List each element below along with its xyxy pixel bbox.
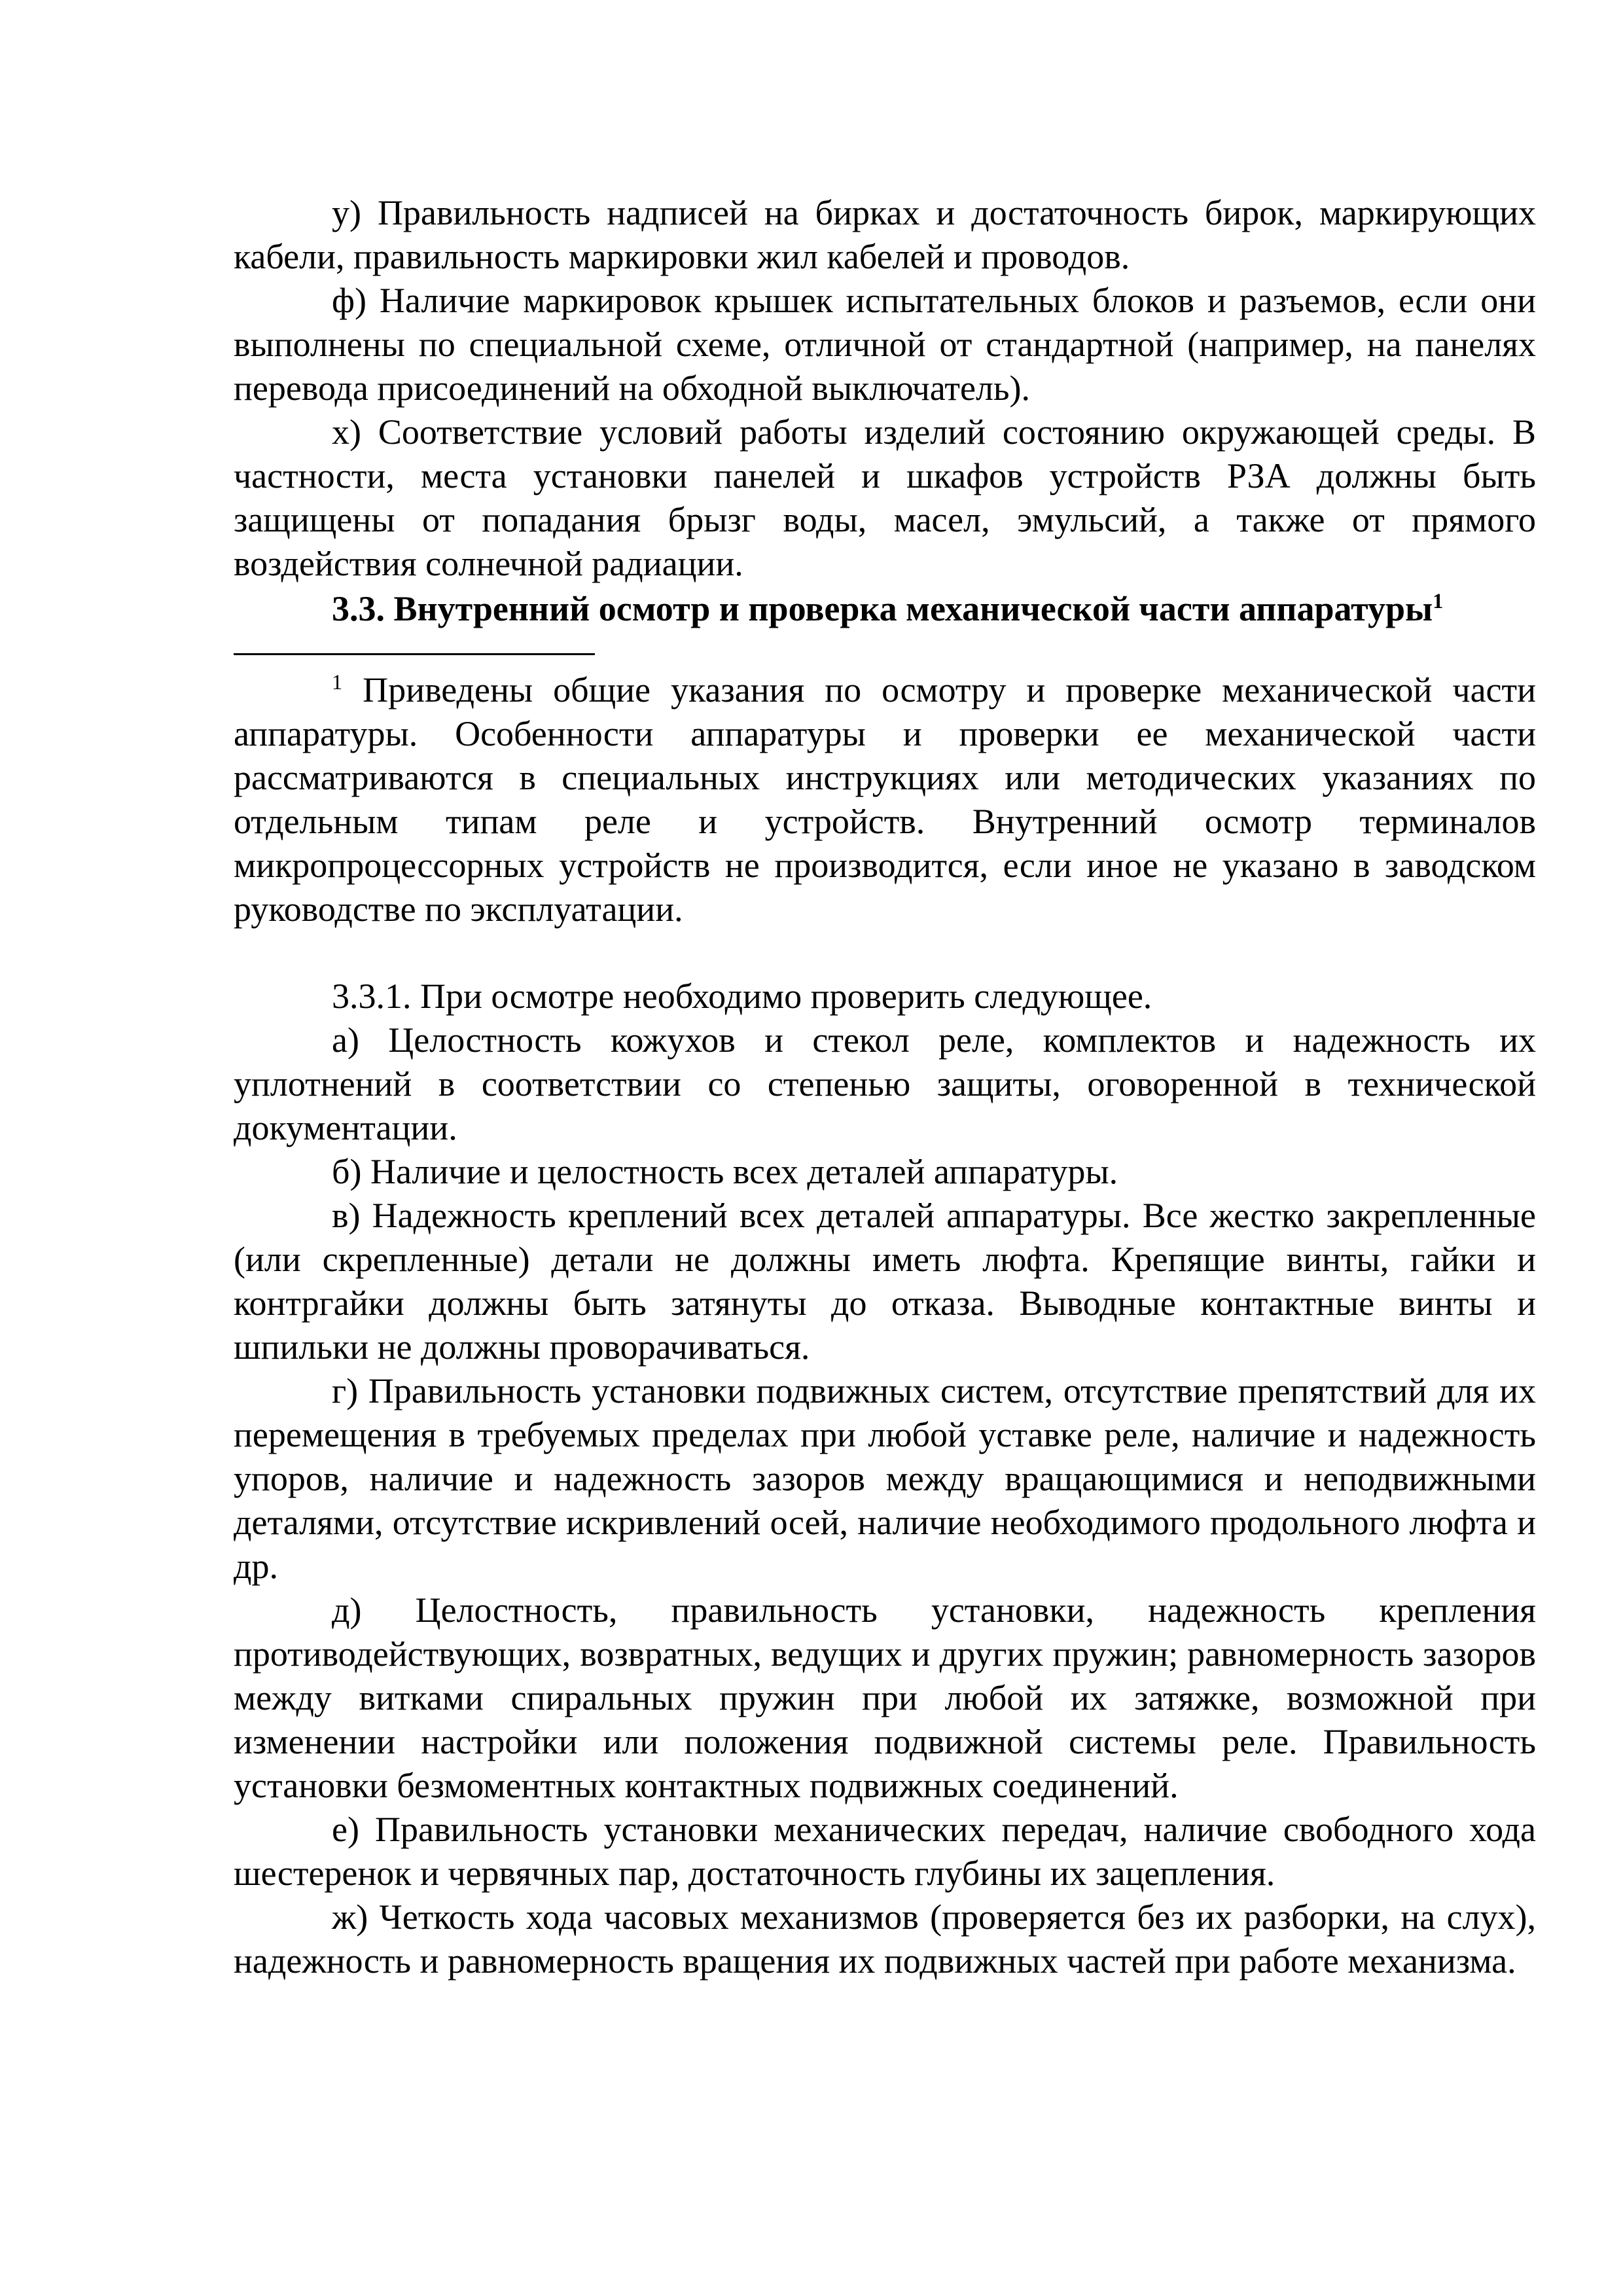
paragraph-a: а) Целостность кожухов и стекол реле, комплектов и надежность их уплотнений в соответствии со степенью защиты, оговоренной в технической документации. xyxy=(234,1020,1536,1147)
paragraph-zh: ж) Четкость хода часовых механизмов (проверяется без их разборки, на слух), надежность и равномерность вращения их подвижных частей при работе механизма. xyxy=(234,1897,1536,1981)
section-heading xyxy=(234,587,1536,631)
footnote-mark: 1 xyxy=(332,671,343,694)
paragraph-kh: х) Соответствие условий работы изделий состоянию окружающей среды. В частности, места установки панелей и шкафов устройств РЗА должны быть защищены от попадания брызг воды, масел, эмульсий, а также от прямого воздействия солнечной радиации. xyxy=(234,412,1536,583)
paragraph-f: ф) Наличие маркировок крышек испытательных блоков и разъемов, если они выполнены по специальной схеме, отличной от стандартной (например, на панелях перевода присоединений на обходной выключатель). xyxy=(234,281,1536,408)
paragraph-g: г) Правильность установки подвижных систем, отсутствие препятствий для их перемещения в требуемых пределах при любой уставке реле, наличие и надежность упоров, наличие и надежность зазоров между вращающимися и неподвижными деталями, отсутствие искривлений осей, наличие необходимого продольного люфта и др. xyxy=(234,1371,1536,1586)
footnote-separator xyxy=(234,653,595,655)
paragraph-v: в) Надежность креплений всех деталей аппаратуры. Все жестко закрепленные (или скрепленные) детали не должны иметь люфта. Крепящие винты, гайки и контргайки должны быть затянуты до отказа. Выводные контактные винты и шпильки не должны проворачиваться. xyxy=(234,1196,1536,1367)
footnote-text: Приведены общие указания по осмотру и проверке механической части аппаратуры. Особенности аппаратуры и проверки ее механической части рассматриваются в специальных инструкциях или методических указаниях по отдельным типам реле и устройств. Внутренний осмотр терминалов микропроцессорных устройств не производится, если иное не указано в заводском руководстве по эксплуатации. xyxy=(234,670,1536,929)
paragraph-3-3-1: 3.3.1. При осмотре необходимо проверить следующее. xyxy=(332,977,1152,1016)
paragraph-d: д) Целостность, правильность установки, надежность крепления противодействующих, возвратных, ведущих и других пружин; равномерность зазоров между витками спиральных пружин при любой их затяжке, возможной при изменении настройки или положения подвижной системы реле. Правильность установки безмоментных контактных подвижных соединений. xyxy=(234,1590,1536,1805)
section-heading-text: 3.3. Внутренний осмотр и проверка механической части аппаратуры xyxy=(332,589,1433,628)
heading-footnote-mark: 1 xyxy=(1433,590,1444,613)
footnote xyxy=(234,668,1536,931)
paragraph-b: б) Наличие и целостность всех деталей аппаратуры. xyxy=(332,1152,1118,1191)
document-page xyxy=(234,191,1536,1983)
paragraph-e: е) Правильность установки механических передач, наличие свободного хода шестеренок и червячных пар, достаточность глубины их зацепления. xyxy=(234,1810,1536,1893)
paragraph-u: у) Правильность надписей на бирках и достаточность бирок, маркирующих кабели, правильность маркировки жил кабелей и проводов. xyxy=(234,193,1536,276)
